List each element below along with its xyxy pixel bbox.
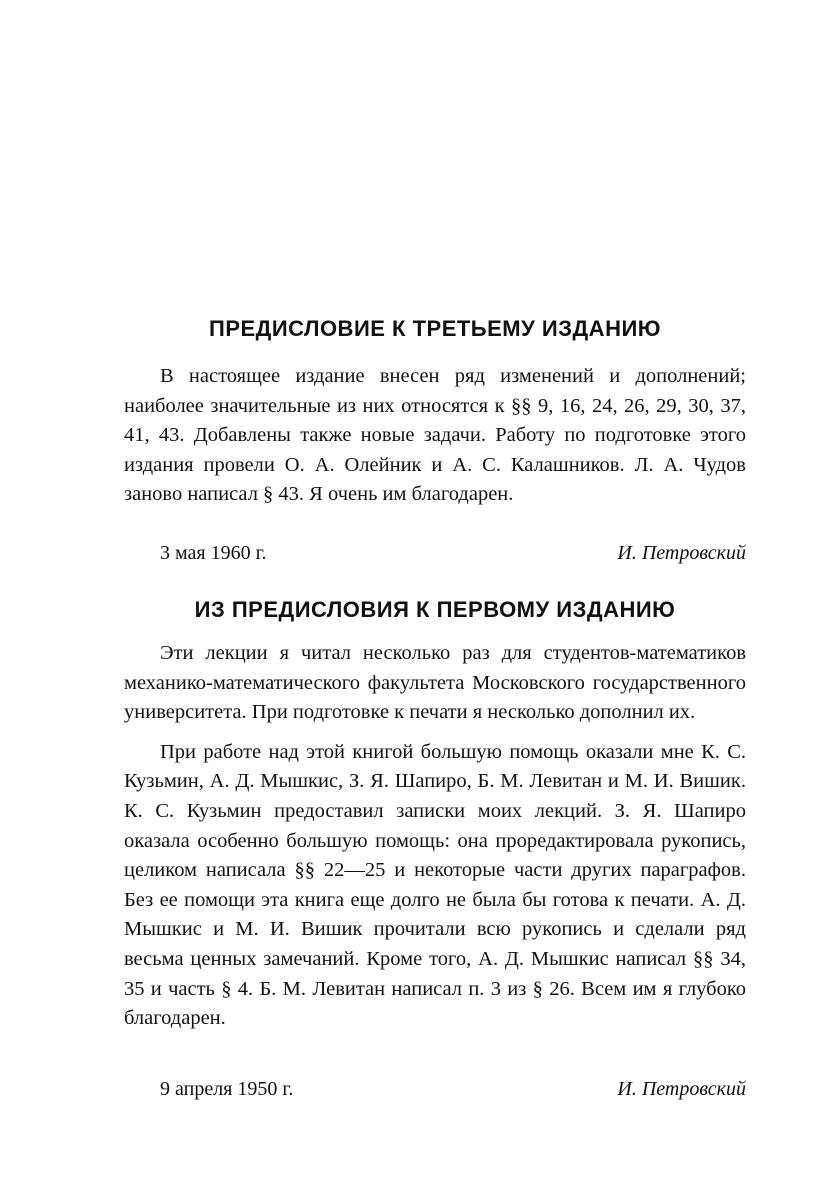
first-edition-body bbox=[124, 639, 746, 1034]
third-edition-date: 3 мая 1960 г. bbox=[160, 542, 267, 564]
third-edition-heading: ПРЕДИСЛОВИЕ К ТРЕТЬЕМУ ИЗДАНИЮ bbox=[209, 316, 661, 341]
first-edition-author: И. Петровский bbox=[617, 1078, 746, 1100]
third-edition-signature-line bbox=[124, 542, 746, 572]
first-edition-paragraph-1: Эти лекции я читал несколько раз для студентов-математиков механико-математического факультета Московского государственного университета. При подготовке к печати я несколько дополнил их. bbox=[124, 642, 746, 724]
first-edition-paragraph-2: При работе над этой книгой большую помощь оказали мне К. С. Кузьмин, А. Д. Мышкис, З. Я. Шапиро, Б. М. Левитан и М. И. Вишик. К. С. Кузьмин предоставил записки моих лекций. З. Я. Шапиро оказала особенно большую помощь: она проредактировала рукопись, целиком написала §§ 22—25 и некоторые части других параграфов. Без ее помощи эта книга еще долго не была бы готова к печати. А. Д. Мышкис и М. И. Вишик прочитали всю рукопись и сделали ряд весьма ценных замечаний. Кроме того, А. Д. Мышкис написал §§ 34, 35 и часть § 4. Б. М. Левитан написал п. 3 из § 26. Всем им я глубоко благодарен. bbox=[124, 740, 746, 1030]
third-edition-author: И. Петровский bbox=[617, 542, 746, 564]
third-edition-body bbox=[124, 362, 746, 510]
third-edition-paragraph: В настоящее издание внесен ряд изменений и дополнений; наиболее значительные из них относятся к §§ 9, 16, 24, 26, 29, 30, 37, 41, 43. Добавлены также новые задачи. Работу по подготовке этого издания провели О. А. Олейник и А. С. Калашников. Л. А. Чудов заново написал § 43. Я очень им благодарен. bbox=[124, 365, 746, 506]
first-edition-signature-line bbox=[124, 1078, 746, 1108]
first-edition-heading: ИЗ ПРЕДИСЛОВИЯ К ПЕРВОМУ ИЗДАНИЮ bbox=[194, 597, 676, 622]
first-edition-date: 9 апреля 1950 г. bbox=[160, 1078, 294, 1100]
